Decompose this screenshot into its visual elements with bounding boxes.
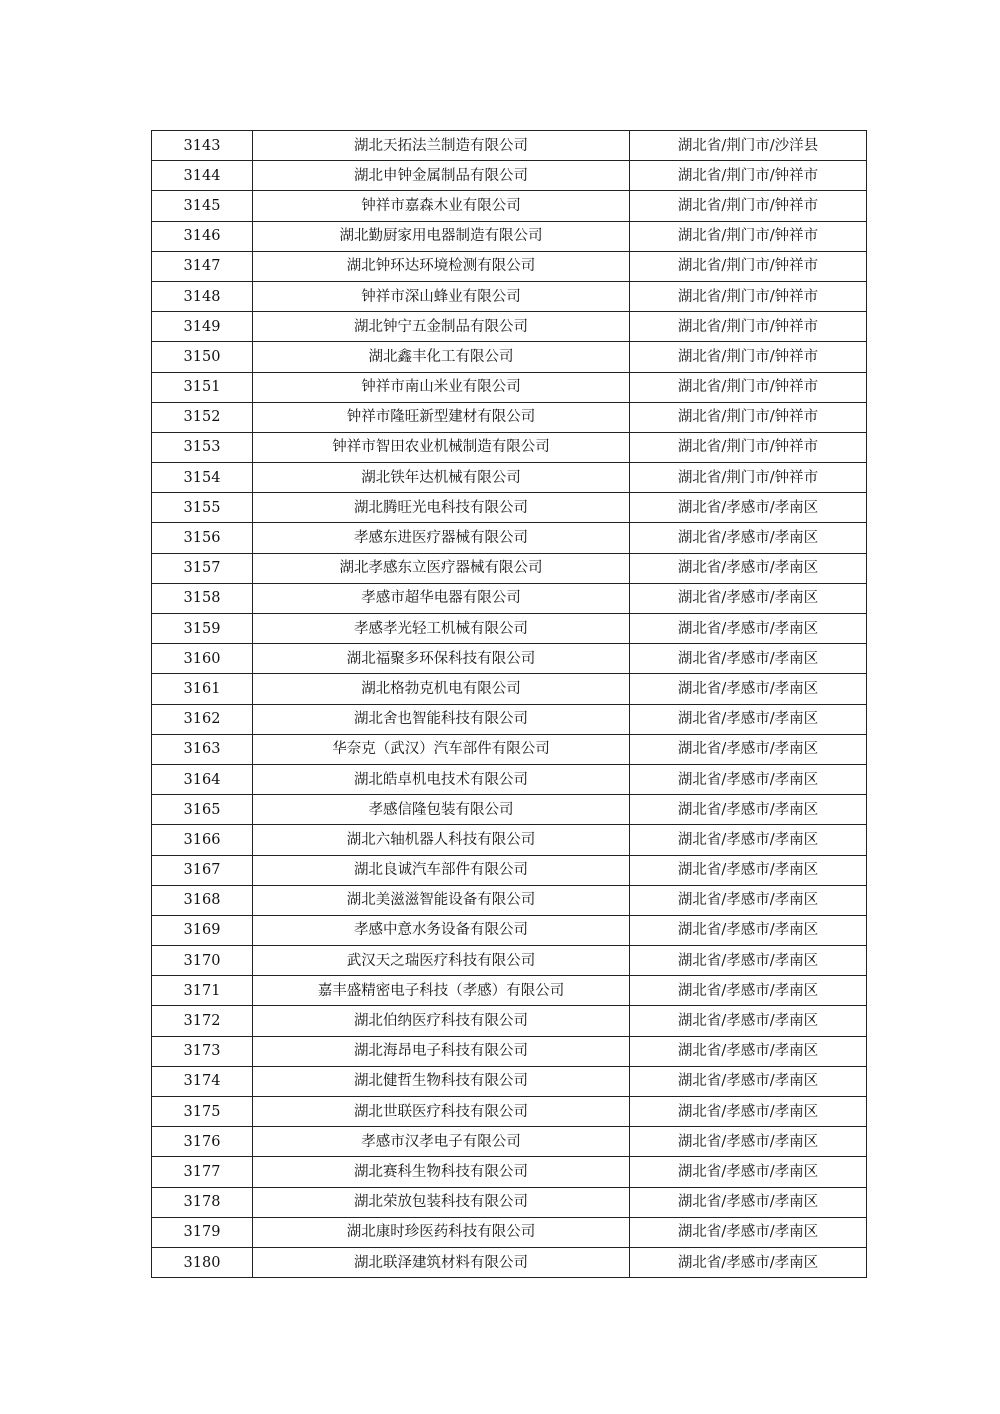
company-name: 湖北世联医疗科技有限公司 bbox=[253, 1097, 630, 1127]
row-number: 3157 bbox=[152, 553, 253, 583]
table-row bbox=[152, 191, 867, 221]
company-region: 湖北省/荆门市/钟祥市 bbox=[630, 312, 867, 342]
company-name: 湖北伯纳医疗科技有限公司 bbox=[253, 1006, 630, 1036]
row-number: 3163 bbox=[152, 734, 253, 764]
row-number: 3160 bbox=[152, 644, 253, 674]
company-region: 湖北省/荆门市/钟祥市 bbox=[630, 342, 867, 372]
table-row bbox=[152, 1217, 867, 1247]
company-name: 湖北海昂电子科技有限公司 bbox=[253, 1036, 630, 1066]
table-row bbox=[152, 312, 867, 342]
company-name: 湖北康时珍医药科技有限公司 bbox=[253, 1217, 630, 1247]
company-name: 湖北皓卓机电技术有限公司 bbox=[253, 764, 630, 794]
company-region: 湖北省/荆门市/钟祥市 bbox=[630, 221, 867, 251]
company-name: 钟祥市嘉森木业有限公司 bbox=[253, 191, 630, 221]
company-region: 湖北省/孝感市/孝南区 bbox=[630, 915, 867, 945]
table-row bbox=[152, 1097, 867, 1127]
company-name: 湖北格勃克机电有限公司 bbox=[253, 674, 630, 704]
company-region: 湖北省/孝感市/孝南区 bbox=[630, 1247, 867, 1277]
table-row bbox=[152, 281, 867, 311]
company-name: 湖北良诚汽车部件有限公司 bbox=[253, 855, 630, 885]
company-region: 湖北省/荆门市/钟祥市 bbox=[630, 372, 867, 402]
company-name: 湖北铁年达机械有限公司 bbox=[253, 463, 630, 493]
company-name: 武汉天之瑞医疗科技有限公司 bbox=[253, 946, 630, 976]
table-row bbox=[152, 161, 867, 191]
company-region: 湖北省/孝感市/孝南区 bbox=[630, 946, 867, 976]
company-region: 湖北省/孝感市/孝南区 bbox=[630, 1036, 867, 1066]
row-number: 3173 bbox=[152, 1036, 253, 1066]
row-number: 3174 bbox=[152, 1066, 253, 1096]
row-number: 3180 bbox=[152, 1247, 253, 1277]
table-row bbox=[152, 704, 867, 734]
company-region: 湖北省/荆门市/钟祥市 bbox=[630, 251, 867, 281]
row-number: 3156 bbox=[152, 523, 253, 553]
company-region: 湖北省/孝感市/孝南区 bbox=[630, 1157, 867, 1187]
company-name: 湖北美滋滋智能设备有限公司 bbox=[253, 885, 630, 915]
row-number: 3148 bbox=[152, 281, 253, 311]
table-row bbox=[152, 583, 867, 613]
row-number: 3162 bbox=[152, 704, 253, 734]
company-name: 湖北申钟金属制品有限公司 bbox=[253, 161, 630, 191]
table-row bbox=[152, 734, 867, 764]
row-number: 3154 bbox=[152, 463, 253, 493]
company-name: 湖北钟环达环境检测有限公司 bbox=[253, 251, 630, 281]
company-name: 湖北联泽建筑材料有限公司 bbox=[253, 1247, 630, 1277]
table-row bbox=[152, 795, 867, 825]
company-region: 湖北省/孝感市/孝南区 bbox=[630, 1066, 867, 1096]
table-row bbox=[152, 885, 867, 915]
row-number: 3149 bbox=[152, 312, 253, 342]
row-number: 3155 bbox=[152, 493, 253, 523]
company-name: 孝感市汉孝电子有限公司 bbox=[253, 1127, 630, 1157]
row-number: 3151 bbox=[152, 372, 253, 402]
company-region: 湖北省/孝感市/孝南区 bbox=[630, 1217, 867, 1247]
company-name: 湖北健哲生物科技有限公司 bbox=[253, 1066, 630, 1096]
company-name: 钟祥市智田农业机械制造有限公司 bbox=[253, 432, 630, 462]
table-row bbox=[152, 855, 867, 885]
row-number: 3165 bbox=[152, 795, 253, 825]
company-region: 湖北省/孝感市/孝南区 bbox=[630, 523, 867, 553]
company-name: 华奈克（武汉）汽车部件有限公司 bbox=[253, 734, 630, 764]
company-region: 湖北省/孝感市/孝南区 bbox=[630, 583, 867, 613]
row-number: 3152 bbox=[152, 402, 253, 432]
row-number: 3170 bbox=[152, 946, 253, 976]
company-name: 孝感市超华电器有限公司 bbox=[253, 583, 630, 613]
company-region: 湖北省/孝感市/孝南区 bbox=[630, 644, 867, 674]
row-number: 3175 bbox=[152, 1097, 253, 1127]
company-region: 湖北省/孝感市/孝南区 bbox=[630, 795, 867, 825]
company-region: 湖北省/荆门市/钟祥市 bbox=[630, 191, 867, 221]
company-name: 湖北六轴机器人科技有限公司 bbox=[253, 825, 630, 855]
table-row bbox=[152, 915, 867, 945]
table-row bbox=[152, 1036, 867, 1066]
table-row bbox=[152, 1006, 867, 1036]
company-region: 湖北省/孝感市/孝南区 bbox=[630, 553, 867, 583]
company-region: 湖北省/孝感市/孝南区 bbox=[630, 1097, 867, 1127]
company-region: 湖北省/孝感市/孝南区 bbox=[630, 764, 867, 794]
company-name: 孝感中意水务设备有限公司 bbox=[253, 915, 630, 945]
table-row bbox=[152, 1247, 867, 1277]
company-name: 湖北钟宁五金制品有限公司 bbox=[253, 312, 630, 342]
row-number: 3144 bbox=[152, 161, 253, 191]
row-number: 3178 bbox=[152, 1187, 253, 1217]
table-row bbox=[152, 523, 867, 553]
table-row bbox=[152, 825, 867, 855]
company-name: 孝感东进医疗器械有限公司 bbox=[253, 523, 630, 553]
table-row bbox=[152, 1066, 867, 1096]
table-row bbox=[152, 463, 867, 493]
row-number: 3167 bbox=[152, 855, 253, 885]
row-number: 3171 bbox=[152, 976, 253, 1006]
row-number: 3177 bbox=[152, 1157, 253, 1187]
company-region: 湖北省/孝感市/孝南区 bbox=[630, 674, 867, 704]
row-number: 3146 bbox=[152, 221, 253, 251]
table-row bbox=[152, 372, 867, 402]
company-region: 湖北省/孝感市/孝南区 bbox=[630, 704, 867, 734]
company-region: 湖北省/孝感市/孝南区 bbox=[630, 825, 867, 855]
row-number: 3179 bbox=[152, 1217, 253, 1247]
company-name: 湖北腾旺光电科技有限公司 bbox=[253, 493, 630, 523]
company-name: 嘉丰盛精密电子科技（孝感）有限公司 bbox=[253, 976, 630, 1006]
table-row bbox=[152, 131, 867, 161]
company-region: 湖北省/荆门市/钟祥市 bbox=[630, 161, 867, 191]
company-name: 湖北鑫丰化工有限公司 bbox=[253, 342, 630, 372]
row-number: 3169 bbox=[152, 915, 253, 945]
table-row bbox=[152, 221, 867, 251]
table-row bbox=[152, 674, 867, 704]
row-number: 3153 bbox=[152, 432, 253, 462]
company-region: 湖北省/荆门市/钟祥市 bbox=[630, 463, 867, 493]
table-row bbox=[152, 251, 867, 281]
company-name: 湖北福聚多环保科技有限公司 bbox=[253, 644, 630, 674]
row-number: 3147 bbox=[152, 251, 253, 281]
table-row bbox=[152, 644, 867, 674]
company-name: 湖北天拓法兰制造有限公司 bbox=[253, 131, 630, 161]
table-row bbox=[152, 976, 867, 1006]
company-region: 湖北省/荆门市/钟祥市 bbox=[630, 432, 867, 462]
table-row bbox=[152, 553, 867, 583]
company-region: 湖北省/荆门市/钟祥市 bbox=[630, 402, 867, 432]
row-number: 3164 bbox=[152, 764, 253, 794]
company-region: 湖北省/荆门市/沙洋县 bbox=[630, 131, 867, 161]
table-row bbox=[152, 1187, 867, 1217]
row-number: 3166 bbox=[152, 825, 253, 855]
company-region: 湖北省/荆门市/钟祥市 bbox=[630, 281, 867, 311]
company-name: 钟祥市南山米业有限公司 bbox=[253, 372, 630, 402]
company-name: 孝感孝光轻工机械有限公司 bbox=[253, 614, 630, 644]
table-row bbox=[152, 493, 867, 523]
company-name: 湖北勤厨家用电器制造有限公司 bbox=[253, 221, 630, 251]
row-number: 3158 bbox=[152, 583, 253, 613]
company-region: 湖北省/孝感市/孝南区 bbox=[630, 1006, 867, 1036]
company-name: 湖北荣放包装科技有限公司 bbox=[253, 1187, 630, 1217]
row-number: 3176 bbox=[152, 1127, 253, 1157]
company-region: 湖北省/孝感市/孝南区 bbox=[630, 1127, 867, 1157]
row-number: 3159 bbox=[152, 614, 253, 644]
company-table-body bbox=[152, 131, 867, 1278]
company-region: 湖北省/孝感市/孝南区 bbox=[630, 976, 867, 1006]
company-region: 湖北省/孝感市/孝南区 bbox=[630, 855, 867, 885]
company-region: 湖北省/孝感市/孝南区 bbox=[630, 493, 867, 523]
table-row bbox=[152, 764, 867, 794]
row-number: 3143 bbox=[152, 131, 253, 161]
table-row bbox=[152, 342, 867, 372]
row-number: 3145 bbox=[152, 191, 253, 221]
table-row bbox=[152, 402, 867, 432]
company-name: 湖北孝感东立医疗器械有限公司 bbox=[253, 553, 630, 583]
table-row bbox=[152, 614, 867, 644]
company-name: 湖北舍也智能科技有限公司 bbox=[253, 704, 630, 734]
row-number: 3161 bbox=[152, 674, 253, 704]
row-number: 3172 bbox=[152, 1006, 253, 1036]
company-name: 钟祥市深山蜂业有限公司 bbox=[253, 281, 630, 311]
company-name: 孝感信隆包装有限公司 bbox=[253, 795, 630, 825]
table-row bbox=[152, 946, 867, 976]
company-region: 湖北省/孝感市/孝南区 bbox=[630, 885, 867, 915]
company-region: 湖北省/孝感市/孝南区 bbox=[630, 1187, 867, 1217]
company-table bbox=[151, 130, 867, 1278]
company-name: 钟祥市隆旺新型建材有限公司 bbox=[253, 402, 630, 432]
row-number: 3168 bbox=[152, 885, 253, 915]
table-row bbox=[152, 1127, 867, 1157]
company-region: 湖北省/孝感市/孝南区 bbox=[630, 734, 867, 764]
company-name: 湖北赛科生物科技有限公司 bbox=[253, 1157, 630, 1187]
company-region: 湖北省/孝感市/孝南区 bbox=[630, 614, 867, 644]
table-row bbox=[152, 432, 867, 462]
table-row bbox=[152, 1157, 867, 1187]
row-number: 3150 bbox=[152, 342, 253, 372]
